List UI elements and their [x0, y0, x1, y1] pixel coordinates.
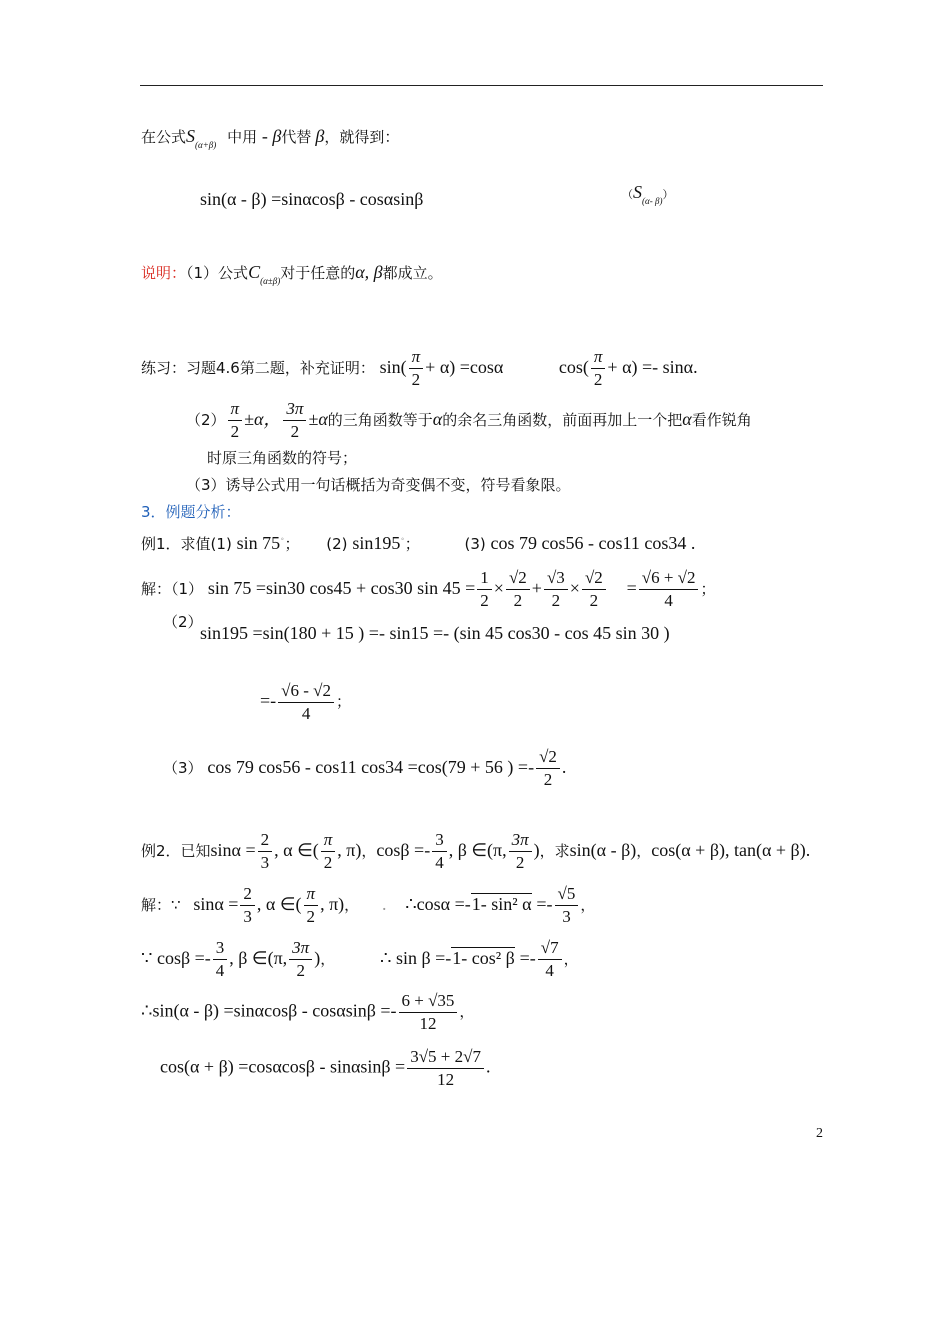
ex2-label: 例2．已知: [141, 842, 211, 860]
sol1-expr1: sin 75 =sin30 cos45 + cos30 sin 45 =: [207, 578, 476, 598]
solution-2-line-4: cos(α + β) =cosαcosβ - sinαsinβ = $\frac{3√5 + 2√7}{12}$ .: [160, 1047, 491, 1089]
sol1-part2-label: （2）: [163, 613, 203, 631]
solution-2-line-1: 解：∵ sinα = $\frac{2}{3}$ , α ∈( $\frac{\pi}{2}$ , π)， . ∴cosα =-1- sin² α =- $\frac{√5}{3}$ ，: [141, 884, 596, 926]
ex1-part2-label: (2): [326, 535, 348, 553]
tag-symbol: S: [633, 182, 642, 202]
ex1-expr1: sin 75: [236, 533, 281, 553]
note-vars: α, β: [355, 262, 383, 282]
formula-tag: [622, 182, 673, 211]
note-symbol: C: [248, 262, 261, 282]
intro-text-d: ，就得到：: [324, 128, 400, 146]
tag-subscript: (α- β): [642, 196, 663, 206]
point-3: [186, 475, 571, 495]
point-2-cont: [207, 448, 357, 468]
sol1-frac-5: $\frac{√6 + √2}{4}$: [639, 567, 699, 612]
minus-beta: - β: [261, 126, 282, 146]
intro-text: 在公式: [141, 128, 187, 146]
practice-frac-2: $\frac{\pi}{2}$: [591, 346, 606, 391]
solution-1-part-3: （3） cos 79 cos56 - cos11 cos34 =cos(79 + 56 ) =- $\frac{√2}{2}$ .: [163, 747, 567, 789]
sol1-expr2: sin195 =sin(180 + 15 ) =- sin15 =- (sin 45 cos30 - cos 45 sin 30 ): [200, 623, 670, 643]
sol1-expr3: cos 79 cos56 - cos11 cos34 =cos(79 + 56 ) =-: [207, 757, 535, 777]
practice-frac-1: $\frac{\pi}{2}$: [409, 346, 424, 391]
sol2-root-1: 1- sin² α: [471, 894, 532, 914]
formula-intro: [141, 126, 399, 155]
note-text-c: 都成立。: [382, 264, 443, 282]
ex2-frac-2: $\frac{\pi}{2}$: [321, 829, 336, 874]
sol2-frac-1: $\frac{2}{3}$: [240, 883, 255, 928]
sol1-frac-7: $\frac{√2}{2}$: [536, 746, 560, 791]
intro-text-b: 中用: [227, 128, 258, 146]
beta: β: [315, 126, 325, 146]
note-label: 说明：: [141, 264, 187, 282]
example-1: 例1．求值(1) sin 75∘； (2) sin195∘； (3) cos 79 cos56 - cos11 cos34 .: [141, 533, 696, 553]
sol1-frac-2: $\frac{√2}{2}$: [506, 567, 530, 612]
sol1-frac-6: $\frac{√6 - √2}{4}$: [278, 680, 334, 725]
formula-expression: sin(α - β) =sinαcosβ - cosαsinβ: [200, 189, 424, 209]
practice-sin-prefix: sin(: [379, 357, 407, 377]
ex1-label: 例1．求值: [141, 535, 211, 553]
formula-subscript: (α+β): [195, 140, 217, 150]
sol1-label: 解：（1）: [141, 580, 204, 598]
sol2-frac-8: $\frac{3√5 + 2√7}{12}$: [407, 1046, 484, 1091]
formula-symbol: S: [186, 126, 196, 146]
point2-frac-1: $\frac{\pi}{2}$: [228, 398, 243, 443]
point2-label: （2）: [186, 411, 226, 429]
point2-alpha-2: α: [682, 409, 692, 429]
tag-open: （: [622, 189, 633, 201]
tag-close: ）: [662, 189, 674, 201]
ex1-expr2: sin195: [352, 533, 401, 553]
page-number: 2: [816, 1126, 823, 1141]
practice-text: 练习：习题4.6第二题，补充证明：: [141, 359, 375, 377]
ex1-expr3: cos 79 cos56 - cos11 cos34 .: [490, 533, 696, 553]
note-text-b: 对于任意的: [280, 264, 356, 282]
section-heading: [141, 502, 241, 522]
point2-text-c: 看作锐角: [691, 411, 752, 429]
sol2-frac-4: $\frac{3\pi}{2}$: [289, 937, 312, 982]
ex2-frac-1: $\frac{2}{3}$: [258, 829, 273, 874]
header-rule: [140, 85, 823, 86]
point2-pm-b: ±α: [308, 409, 328, 429]
practice-sin-suffix: + α) =cosα: [425, 357, 504, 377]
sol1-expr2b: =-: [260, 690, 277, 711]
note-line: [141, 262, 443, 291]
example-2: 例2．已知sinα = $\frac{2}{3}$ , α ∈( $\frac{\pi}{2}$ , π)，cosβ =- $\frac{3}{4}$ , β ∈(π, $\frac{3\pi}{2}$ )，求sin(α - β)，cos(α + β), tan(α + β).: [141, 830, 811, 872]
sol2-root-2: 1- cos² β: [452, 948, 515, 968]
ex2-frac-4: $\frac{3\pi}{2}$: [509, 829, 532, 874]
sol1-frac-1: $\frac{1}{2}$: [477, 567, 492, 612]
sol2-frac-5: $\frac{√5}{3}$: [555, 883, 579, 928]
difference-formula: [200, 189, 423, 209]
note-text-a: （1）公式: [186, 264, 249, 282]
section-title: 3．例题分析：: [141, 503, 241, 521]
ex1-sep2: ；: [404, 535, 420, 553]
solution-1-part-2-label: [163, 612, 203, 632]
point2-text-b: 的余名三角函数，前面再加上一个把: [442, 411, 683, 429]
sol2-frac-2: $\frac{\pi}{2}$: [304, 883, 319, 928]
note-subscript: (α±β): [260, 276, 281, 286]
solution-2-line-3: ∴sin(α - β) =sinαcosβ - cosαsinβ =- $\frac{6 + √35}{12}$ ，: [141, 991, 475, 1033]
solution-2-line-2: ∵ cosβ =- $\frac{3}{4}$ , β ∈(π, $\frac{3\pi}{2}$ )， ∴ sin β =-1- cos² β =- $\frac{√7}{4}$ ，: [141, 938, 579, 980]
point-2: [186, 398, 752, 443]
sol1-frac-3: $\frac{√3}{2}$: [544, 567, 568, 612]
practice-line: [141, 346, 698, 391]
point3-text: （3）诱导公式用一句话概括为奇变偶不变，符号看象限。: [186, 476, 571, 494]
ex1-sep1: ；: [284, 535, 300, 553]
sol1-frac-4: $\frac{√2}{2}$: [582, 567, 606, 612]
point2-alpha: α: [432, 409, 443, 429]
point2-frac-2: $\frac{3\pi}{2}$: [283, 398, 306, 443]
sol1-part3-label: （3）: [163, 759, 203, 777]
solution-1-part-2-result: =- $\frac{√6 - √2}{4}$ ；: [260, 681, 351, 723]
point2-pm-a: ±α，: [244, 409, 282, 429]
ex1-part1-label: (1): [210, 535, 232, 553]
practice-cos-prefix: cos(: [558, 357, 589, 377]
practice-cos-suffix: + α) =- sinα.: [607, 357, 698, 377]
ex1-part3-label: (3): [464, 535, 486, 553]
sol2-frac-7: $\frac{6 + √35}{12}$: [399, 990, 458, 1035]
point2-text-d: 时原三角函数的符号；: [207, 449, 358, 467]
solution-1-part-1: 解：（1） sin 75 =sin30 cos45 + cos30 sin 45 = $\frac{1}{2}$ × $\frac{√2}{2}$ + $\frac{√3}{2}$ × $\frac{√2}{2}$ = $\frac{√6 + √2}{4}$ ；: [141, 568, 716, 610]
sol2-frac-3: $\frac{3}{4}$: [213, 937, 228, 982]
ex2-frac-3: $\frac{3}{4}$: [432, 829, 447, 874]
sol2-frac-6: $\frac{√7}{4}$: [538, 937, 562, 982]
point2-text-a: 的三角函数等于: [327, 411, 433, 429]
sol2-label: 解：∵: [141, 896, 181, 914]
solution-1-part-2: [200, 623, 670, 643]
intro-text-c: 代替: [281, 128, 312, 146]
